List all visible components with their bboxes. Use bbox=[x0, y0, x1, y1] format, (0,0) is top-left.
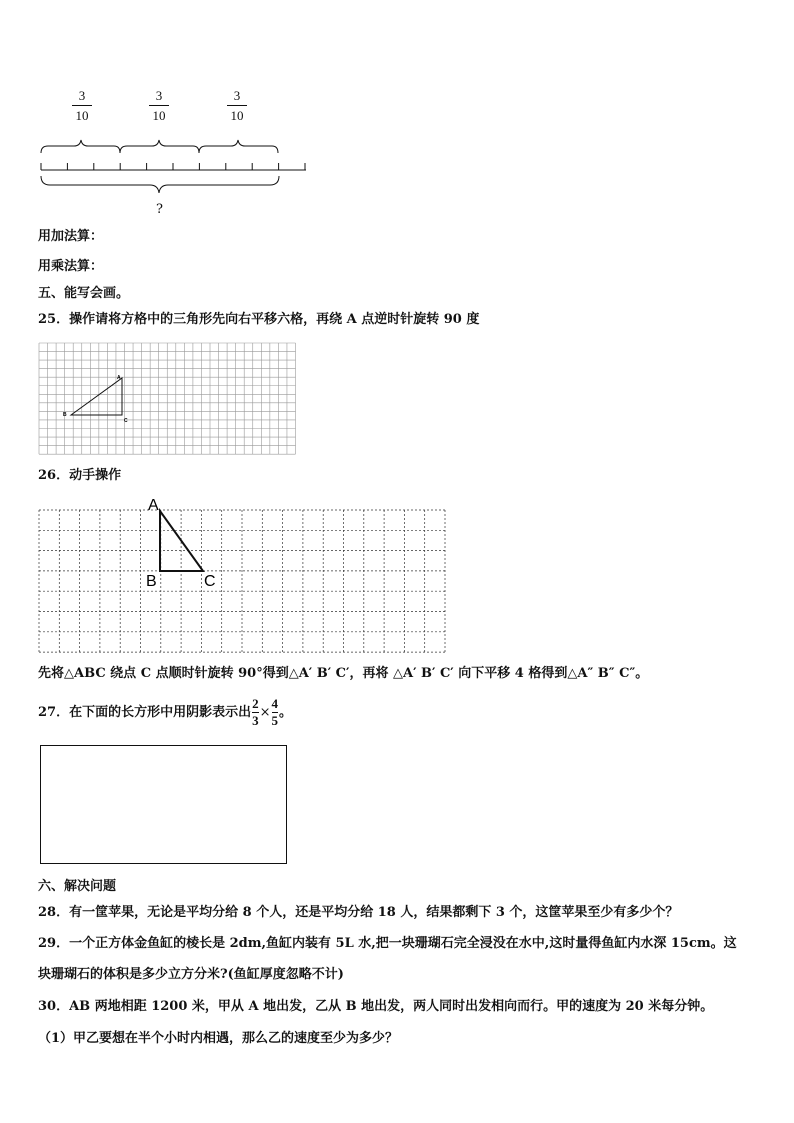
q27-frac1-denominator: 3 bbox=[252, 713, 259, 728]
number-line bbox=[0, 0, 794, 230]
fraction-3-numerator: 3 bbox=[233, 88, 241, 103]
question-mark: ? bbox=[156, 202, 163, 217]
question-27-suffix: 。 bbox=[279, 705, 293, 720]
fraction-1-numerator: 3 bbox=[78, 88, 86, 103]
section-5-heading: 五、能写会画。 bbox=[38, 286, 130, 301]
grid26-label-b: B bbox=[146, 573, 157, 590]
question-30-line-1: 30．AB 两地相距 1200 米，甲从 A 地出发，乙从 B 地出发，两人同时出发相向而行。甲的速度为 20 米每分钟。 bbox=[38, 999, 714, 1014]
grid25-label-b: B bbox=[63, 412, 67, 418]
q27-frac1-numerator: 2 bbox=[252, 696, 259, 711]
grid-26 bbox=[38, 497, 450, 652]
question-30-sub-1: （1）甲乙要想在半个小时内相遇，那么乙的速度至少为多少？ bbox=[38, 1031, 399, 1046]
question-27-prefix: 27．在下面的长方形中用阴影表示出 bbox=[38, 705, 252, 720]
triangle-abc-25 bbox=[71, 378, 122, 415]
brace-bottom bbox=[41, 176, 279, 193]
q27-operator: × bbox=[259, 705, 271, 720]
question-29-line-1: 29．一个正方体金鱼缸的棱长是 2dm,鱼缸内装有 5L 水,把一块珊瑚石完全浸没在水中,这时量得鱼缸内水深 15cm。这 bbox=[38, 936, 737, 951]
q27-frac2-denominator: 5 bbox=[271, 713, 278, 728]
fraction-2-numerator: 3 bbox=[155, 88, 163, 103]
fraction-1-denominator: 10 bbox=[75, 108, 89, 123]
fraction-2-denominator: 10 bbox=[152, 108, 166, 123]
grid25-label-a: A bbox=[117, 375, 121, 381]
addition-line: 用加法算： bbox=[38, 229, 104, 244]
question-25: 25．操作请将方格中的三角形先向右平移六格，再绕 A 点逆时针旋转 90 度 bbox=[38, 312, 480, 327]
brace-top-1 bbox=[41, 140, 120, 153]
question-29-line-2: 块珊瑚石的体积是多少立方分米?(鱼缸厚度忽略不计) bbox=[38, 967, 344, 982]
q27-fraction-2 bbox=[272, 697, 279, 728]
q27-frac2-numerator: 4 bbox=[271, 696, 278, 711]
question-26: 26．动手操作 bbox=[38, 468, 122, 483]
grid26-label-a: A bbox=[148, 497, 159, 514]
shading-rectangle[interactable] bbox=[40, 745, 287, 864]
triangle-abc-26 bbox=[160, 511, 203, 571]
brace-top-3 bbox=[199, 140, 278, 153]
grid25-label-c: C bbox=[124, 418, 128, 424]
grid-25 bbox=[38, 343, 300, 455]
fraction-3-denominator: 10 bbox=[230, 108, 244, 123]
multiplication-line: 用乘法算： bbox=[38, 259, 104, 274]
question-28: 28．有一筐苹果，无论是平均分给 8 个人，还是平均分给 18 人，结果都剩下 3 个，这筐苹果至少有多少个？ bbox=[38, 905, 679, 920]
question-27 bbox=[38, 697, 292, 729]
section-6-heading: 六、解决问题 bbox=[38, 879, 117, 894]
grid26-label-c: C bbox=[204, 573, 216, 590]
brace-top-2 bbox=[120, 140, 199, 153]
question-26-instruction: 先将△ABC 绕点 C 点顺时针旋转 90°得到△A′ B′ C′，再将 △A′ B′ C′ 向下平移 4 格得到△A″ B″ C″。 bbox=[38, 666, 649, 681]
q27-fraction-1 bbox=[252, 697, 259, 728]
